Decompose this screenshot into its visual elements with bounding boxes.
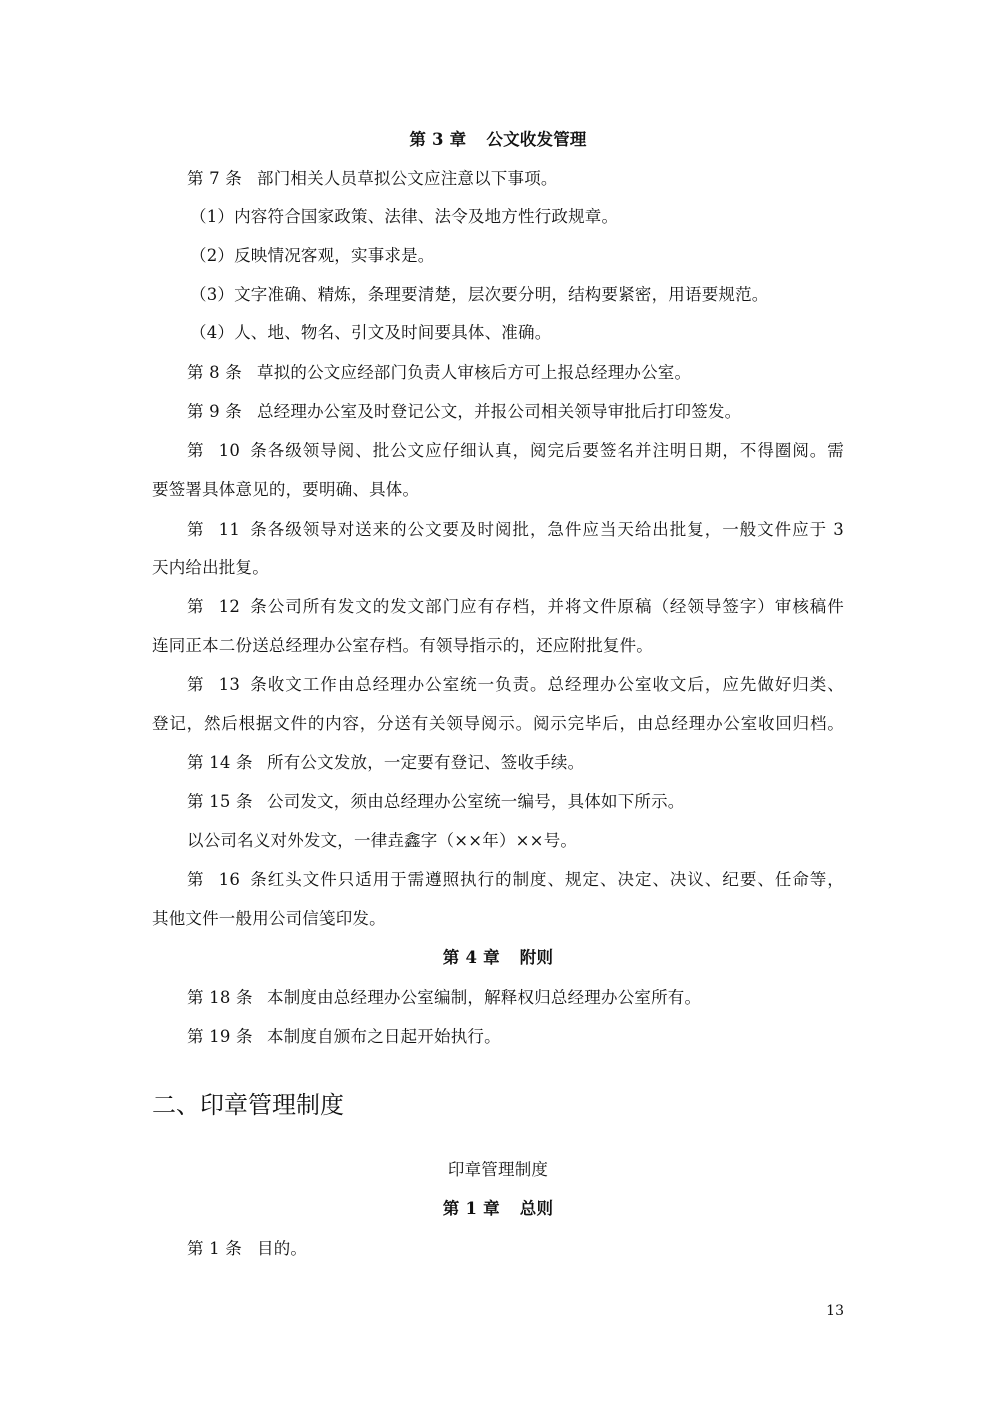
article-19 bbox=[187, 1024, 844, 1050]
article-text: 所有公文发放，一定要有登记、签收手续。 bbox=[267, 753, 585, 772]
article-9 bbox=[187, 399, 844, 425]
list-item: （1）内容符合国家政策、法律、法令及地方性行政规章。 bbox=[190, 207, 619, 226]
list-item: （3）文字准确、精炼，条理要清楚，层次要分明，结构要紧密，用语要规范。 bbox=[190, 285, 769, 304]
article-text: 本制度自颁布之日起开始执行。 bbox=[267, 1027, 501, 1046]
article-text: 红头文件只适用于需遵照执行的制度、规定、决定、决议、纪要、任命等， bbox=[267, 870, 844, 889]
article-11-line-2: 天内给出批复。 bbox=[152, 558, 269, 577]
chapter-3-heading bbox=[152, 127, 844, 153]
article-13-line-2: 登记，然后根据文件的内容，分送有关领导阅示。阅示完毕后，由总经理办公室收回归档。 bbox=[152, 714, 844, 733]
article-15 bbox=[187, 789, 844, 815]
article-text: 部门相关人员草拟公文应注意以下事项。 bbox=[257, 169, 558, 188]
article-number: 第 18 条 bbox=[187, 988, 253, 1007]
article-number: 第 12 条 bbox=[187, 597, 267, 616]
article-text: 草拟的公文应经部门负责人审核后方可上报总经理办公室。 bbox=[257, 363, 692, 382]
article-14 bbox=[187, 750, 844, 776]
article-text: 总经理办公室及时登记公文，并报公司相关领导审批后打印签发。 bbox=[257, 402, 742, 421]
section-heading: 二、印章管理制度 bbox=[152, 1091, 344, 1119]
article-number: 第 11 条 bbox=[187, 520, 267, 539]
chapter-1-heading bbox=[152, 1196, 844, 1222]
list-item: （4）人、地、物名、引文及时间要具体、准确。 bbox=[190, 323, 552, 342]
article-number: 第 7 条 bbox=[187, 169, 242, 188]
article-number: 第 19 条 bbox=[187, 1027, 253, 1046]
article-16-line-2: 其他文件一般用公司信笺印发。 bbox=[152, 909, 386, 928]
article-number: 第 15 条 bbox=[187, 792, 253, 811]
chapter-number: 第 1 章 bbox=[442, 1199, 500, 1218]
article-number: 第 13 条 bbox=[187, 675, 267, 694]
article-13-line-1 bbox=[187, 672, 844, 698]
article-number: 第 8 条 bbox=[187, 363, 242, 382]
article-text: 收文工作由总经理办公室统一负责。总经理办公室收文后，应先做好归类、 bbox=[267, 675, 844, 694]
article-text: 各级领导阅、批公文应仔细认真，阅完后要签名并注明日期，不得圈阅。需 bbox=[267, 441, 844, 460]
article-11-line-1 bbox=[187, 517, 844, 543]
document-title: 印章管理制度 bbox=[447, 1160, 549, 1179]
article-16-line-1 bbox=[187, 867, 844, 893]
article-number: 第 14 条 bbox=[187, 753, 253, 772]
article-text: 目的。 bbox=[257, 1239, 308, 1258]
article-10-line-2: 要签署具体意见的，要明确、具体。 bbox=[152, 480, 420, 499]
article-10-line-1 bbox=[187, 438, 844, 464]
article-text: 公司发文，须由总经理办公室统一编号，具体如下所示。 bbox=[267, 792, 685, 811]
article-number: 第 9 条 bbox=[187, 402, 242, 421]
article-number: 第 10 条 bbox=[187, 441, 267, 460]
chapter-number: 第 3 章 bbox=[409, 130, 467, 149]
chapter-title: 公文收发管理 bbox=[486, 130, 587, 149]
chapter-number: 第 4 章 bbox=[442, 948, 500, 967]
article-text: 各级领导对送来的公文要及时阅批，急件应当天给出批复，一般文件应于 3 bbox=[267, 520, 844, 539]
chapter-title: 附则 bbox=[519, 948, 554, 967]
article-15-note: 以公司名义对外发文，一律垚鑫字（××年）××号。 bbox=[187, 831, 578, 850]
article-text: 公司所有发文的发文部门应有存档，并将文件原稿（经领导签字）审核稿件 bbox=[267, 597, 844, 616]
page-number: 13 bbox=[826, 1303, 844, 1319]
article-text: 本制度由总经理办公室编制，解释权归总经理办公室所有。 bbox=[267, 988, 702, 1007]
article-12-line-1 bbox=[187, 594, 844, 620]
article-8 bbox=[187, 360, 844, 386]
article-number: 第 16 条 bbox=[187, 870, 267, 889]
chapter-4-heading bbox=[152, 945, 844, 971]
article-number: 第 1 条 bbox=[187, 1239, 242, 1258]
list-item: （2）反映情况客观，实事求是。 bbox=[190, 246, 435, 265]
article-1 bbox=[187, 1236, 844, 1262]
article-18 bbox=[187, 985, 844, 1011]
chapter-title: 总则 bbox=[519, 1199, 554, 1218]
article-7 bbox=[187, 166, 844, 192]
article-12-line-2: 连同正本二份送总经理办公室存档。有领导指示的，还应附批复件。 bbox=[152, 636, 653, 655]
